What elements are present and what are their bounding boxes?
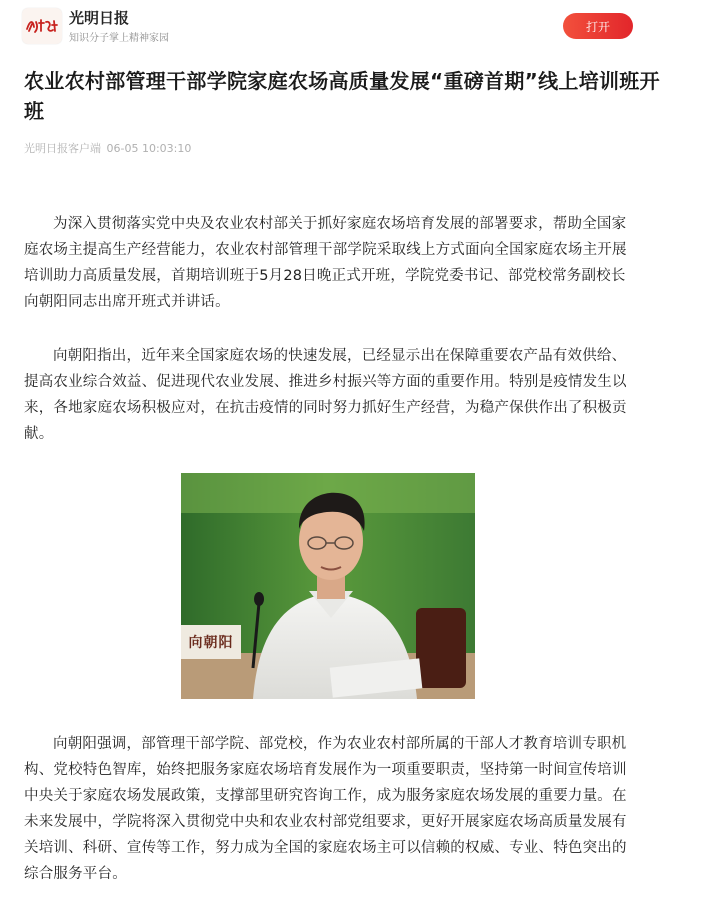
article-title: 农业农村部管理干部学院家庭农场高质量发展“重磅首期”线上培训班开班 — [24, 69, 660, 123]
app-banner — [0, 0, 705, 52]
brand-name: 光明日报 — [69, 9, 130, 27]
photo-caption-tag: 向朝阳 — [181, 625, 241, 659]
brand-slogan: 知识分子掌上精神家园 — [69, 33, 169, 44]
article-paragraph: 向朝阳指出，近年来全国家庭农场的快速发展，已经显示出在保障重要农产品有效供给、提高农业综合效益、促进现代农业发展、推进乡村振兴等方面的重要作用。特别是疫情发生以来，各地家庭农场积极应对，在抗击疫情的同时努力抓好生产经营，为稳产保供作出了积极贡献。 — [24, 348, 627, 442]
article-photo[interactable] — [181, 473, 475, 699]
guangming-daily-logo[interactable] — [22, 8, 62, 44]
article-source: 光明日报客户端 — [24, 142, 101, 155]
article-paragraph: 为深入贯彻落实党中央及农业农村部关于抓好家庭农场培育发展的部署要求，帮助全国家庭农场主提高生产经营能力，农业农村部管理干部学院采取线上方式面向全国家庭农场主开展培训助力高质量发展，首期培训班于5月28日晚正式开班，学院党委书记、部党校常务副校长向朝阳同志出席开班式并讲话。 — [24, 216, 627, 310]
open-app-button[interactable]: 打开 — [563, 13, 633, 39]
article-paragraph: 向朝阳强调，部管理干部学院、部党校，作为农业农村部所属的干部人才教育培训专职机构、党校特色智库，始终把服务家庭农场培育发展作为一项重要职责，坚持第一时间宣传培训中央关于家庭农场发展政策，支撑部里研究咨询工作，成为服务家庭农场发展的重要力量。在未来发展中，学院将深入贯彻党中央和农业农村部党组要求，更好开展家庭农场高质量发展有关培训、科研、宣传等工作，努力成为全国的家庭农场主可以信赖的权威、专业、特色突出的综合服务平台。 — [24, 736, 627, 882]
article-meta — [24, 140, 191, 156]
article-datetime: 06-05 10:03:10 — [106, 142, 192, 155]
